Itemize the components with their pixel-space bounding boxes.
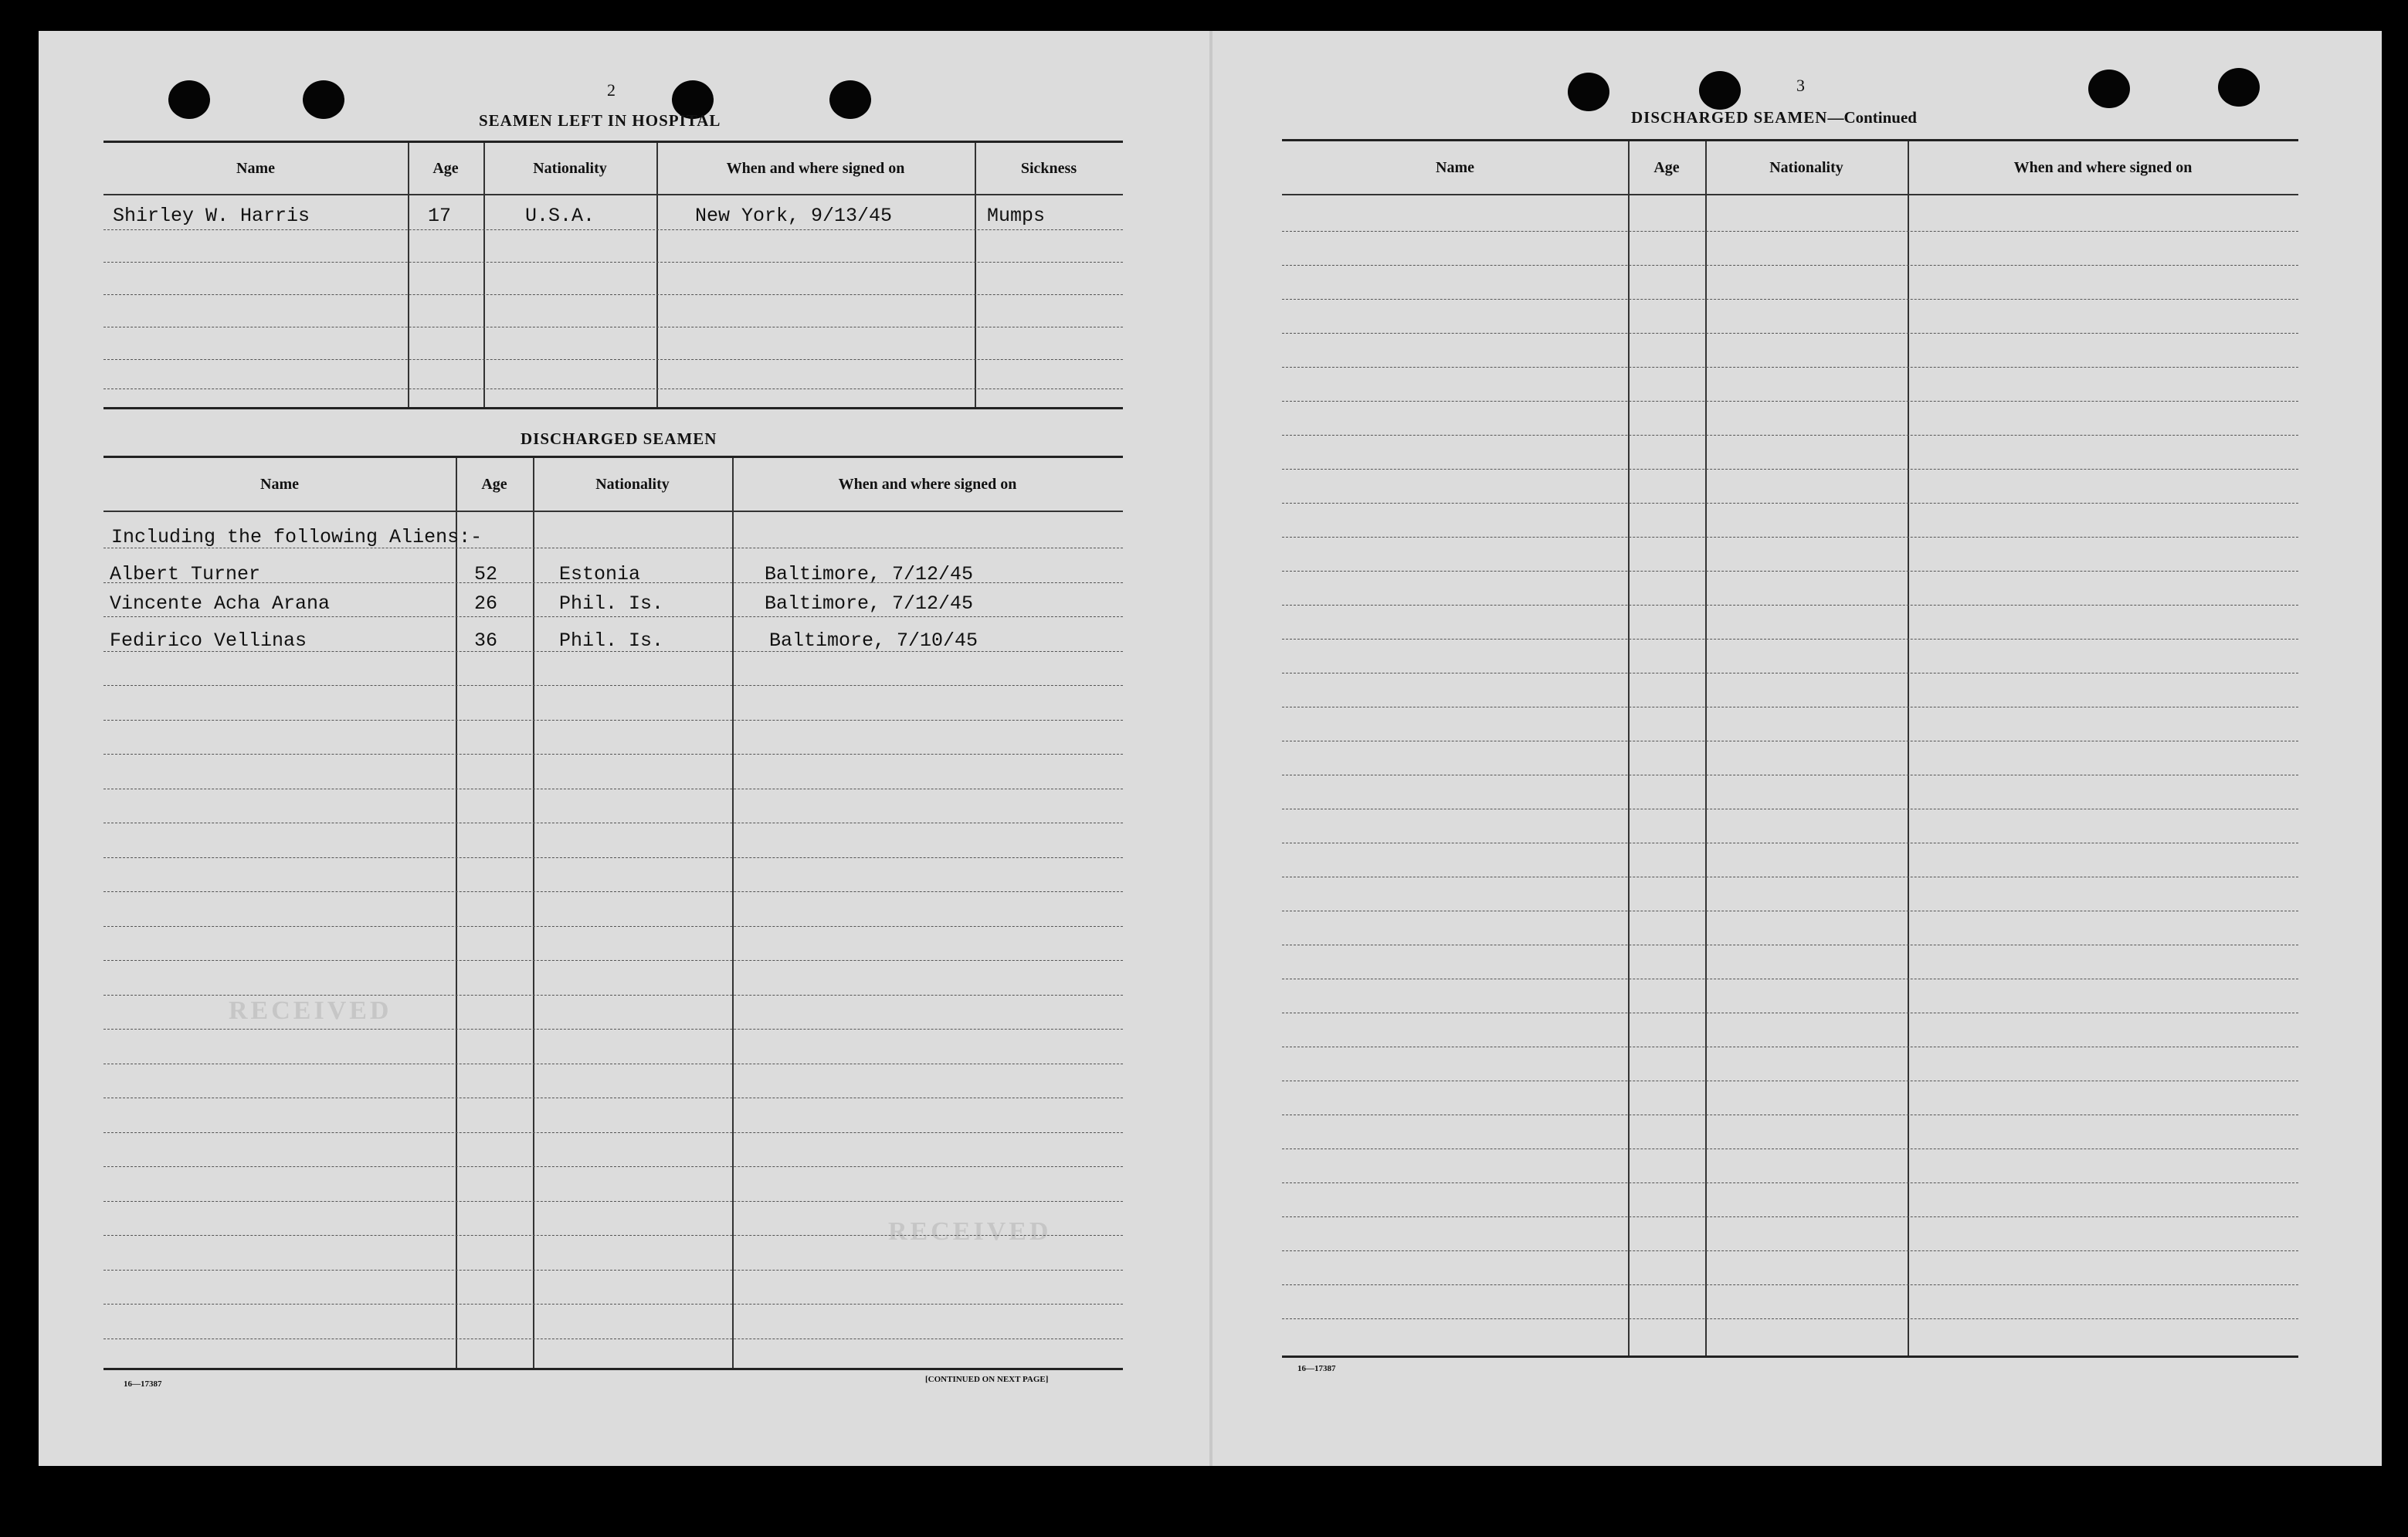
discharged-row-signed-on: Baltimore, 7/12/45 [765,592,974,615]
discharged-row-name: Vincente Acha Arana [110,592,331,615]
punch-hole [1568,73,1609,111]
row-line [1282,605,2298,606]
discharged-header-row [103,458,1123,512]
row-line [103,1132,1123,1133]
discharged-continued-title [1631,108,1917,127]
column-divider [456,458,457,1368]
header-name: Name [236,159,275,177]
header-name: Name [1436,158,1474,176]
row-line [1282,333,2298,334]
row-line [1282,639,2298,640]
row-line [103,616,1123,617]
header-nationality: Nationality [1769,158,1843,176]
discharged-row-nationality: Estonia [559,563,641,585]
hospital-table [103,141,1123,409]
continued-note: [CONTINUED ON NEXT PAGE] [925,1375,1049,1384]
row-line [103,1166,1123,1167]
hospital-row-sickness: Mumps [987,205,1046,227]
header-nationality: Nationality [595,475,670,493]
row-line [103,1201,1123,1202]
discharged-row-age: 52 [474,563,498,585]
row-line [103,857,1123,858]
row-line [1282,1250,2298,1251]
hospital-row-signed-on: New York, 9/13/45 [695,205,893,227]
punch-hole [303,80,344,119]
discharged-row-signed-on: Baltimore, 7/10/45 [769,629,978,652]
hospital-row-nationality: U.S.A. [525,205,595,227]
row-line [103,1270,1123,1271]
row-line [103,359,1123,360]
row-line [103,960,1123,961]
page-number-left: 2 [607,80,616,100]
header-signed-on: When and where signed on [838,475,1017,493]
discharged-continued-table [1282,139,2298,1358]
header-signed-on: When and where signed on [726,159,905,177]
hospital-row-age: 17 [428,205,452,227]
discharged-row-nationality: Phil. Is. [559,592,664,615]
punch-hole [168,80,210,119]
received-stamp: RECEIVED [229,996,392,1025]
header-sickness: Sickness [1020,159,1077,177]
row-line [103,294,1123,295]
row-line [103,1235,1123,1236]
row-line [103,926,1123,927]
row-line [1282,503,2298,504]
header-signed-on: When and where signed on [2013,158,2193,176]
column-divider [483,143,485,407]
row-line [103,1304,1123,1305]
column-divider [1908,141,1909,1355]
row-line [103,388,1123,389]
discharged-row-age: 26 [474,592,498,615]
header-age: Age [432,159,459,177]
aliens-note: Including the following Aliens:- [111,526,483,548]
hospital-header-row [103,143,1123,195]
continued-header-row [1282,141,2298,195]
row-line [1282,469,2298,470]
discharged-row-name: Fedirico Vellinas [110,629,307,652]
punch-hole [2088,70,2130,108]
column-divider [732,458,734,1368]
row-line [103,754,1123,755]
column-divider [533,458,534,1368]
form-number-right: 16—17387 [1297,1364,1336,1373]
discharged-continued-suffix: —Continued [1827,108,1917,127]
row-line [103,995,1123,996]
row-line [1282,401,2298,402]
row-line [1282,537,2298,538]
row-line [103,262,1123,263]
row-line [103,1029,1123,1030]
row-line [1282,367,2298,368]
page-fold [1209,31,1212,1466]
punch-hole [2218,68,2260,107]
row-line [1282,1284,2298,1285]
discharged-row-signed-on: Baltimore, 7/12/45 [765,563,974,585]
row-line [103,720,1123,721]
row-line [1282,571,2298,572]
row-line [103,229,1123,230]
header-age: Age [481,475,507,493]
column-divider [1705,141,1707,1355]
discharged-continued-title-main: DISCHARGED SEAMEN [1631,108,1828,127]
punch-hole [1699,71,1741,110]
header-age: Age [1653,158,1680,176]
discharged-section-title: DISCHARGED SEAMEN [521,429,717,448]
row-line [1282,1216,2298,1217]
page-number-right: 3 [1796,76,1805,95]
header-nationality: Nationality [533,159,607,177]
row-line [1282,435,2298,436]
discharged-row-age: 36 [474,629,498,652]
discharged-row-name: Albert Turner [110,563,261,585]
row-line [103,891,1123,892]
discharged-row-nationality: Phil. Is. [559,629,664,652]
column-divider [1628,141,1630,1355]
received-stamp: RECEIVED [888,1217,1052,1246]
row-line [1282,1182,2298,1183]
hospital-row-name: Shirley W. Harris [113,205,310,227]
row-line [1282,231,2298,232]
row-line [1282,1318,2298,1319]
column-divider [975,143,976,407]
column-divider [408,143,409,407]
punch-hole [829,80,871,119]
row-line [103,685,1123,686]
form-number-left: 16—17387 [124,1379,162,1389]
discharged-table [103,456,1123,1370]
header-name: Name [260,475,299,493]
hospital-section-title: SEAMEN LEFT IN HOSPITAL [479,111,721,130]
row-line [1282,299,2298,300]
row-line [1282,265,2298,266]
column-divider [656,143,658,407]
